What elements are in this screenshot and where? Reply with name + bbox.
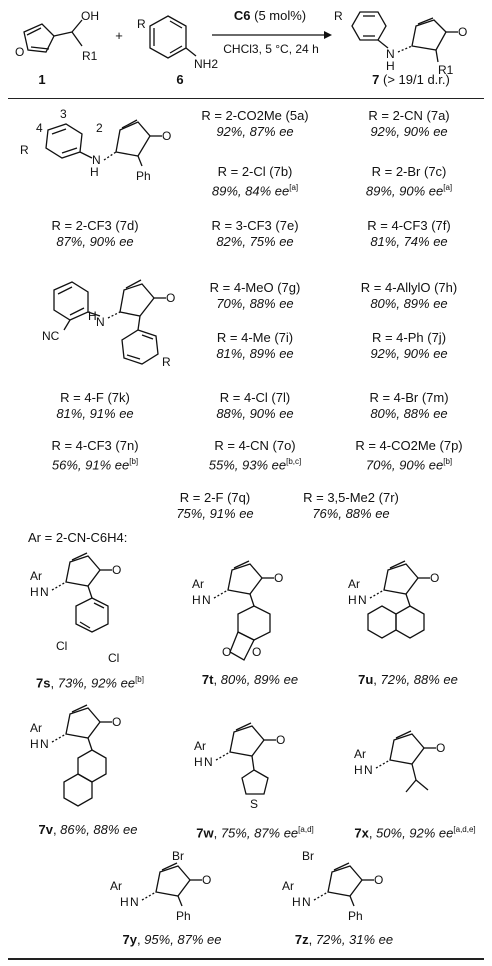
general-structure-2	[34, 274, 194, 384]
r-label: R	[137, 17, 146, 31]
svg-text:3: 3	[60, 107, 67, 121]
entry-7e: R = 3-CF3 (7e) 82%, 75% ee	[211, 218, 299, 249]
entry-5a: R = 2-CO2Me (5a) 92%, 87% ee	[201, 108, 309, 139]
svg-text:H: H	[354, 763, 363, 777]
entry-7h: R = 4-AllylO (7h) 80%, 89% ee	[360, 280, 458, 311]
svg-text:O: O	[252, 645, 262, 659]
structure-7w	[194, 722, 324, 817]
entry-7n: R = 4-CF3 (7n) 56%, 91% ee[b]	[51, 438, 139, 473]
svg-text:H: H	[348, 593, 357, 607]
svg-text:N: N	[130, 895, 139, 909]
entry-7i: R = 4-Me (7i) 81%, 89% ee	[216, 330, 294, 361]
conditions-text: CHCl3, 5 °C, 24 h	[223, 42, 319, 56]
catalyst-text: C6 (5 mol%)	[233, 8, 307, 23]
r1-label: R1	[82, 49, 98, 63]
svg-text:H: H	[192, 593, 201, 607]
svg-text:H: H	[90, 165, 99, 179]
svg-text:Ar: Ar	[348, 577, 360, 591]
svg-text:O: O	[112, 715, 122, 729]
svg-text:N: N	[96, 315, 105, 329]
svg-text:R: R	[20, 143, 29, 157]
compound-1-label: 1	[38, 72, 46, 87]
svg-text:H: H	[292, 895, 301, 909]
entry-7f: R = 4-CF3 (7f) 81%, 74% ee	[367, 218, 451, 249]
svg-text:Ar: Ar	[110, 879, 122, 893]
structure-7u	[348, 560, 478, 670]
svg-text:O: O	[436, 741, 446, 755]
svg-text:O: O	[202, 873, 212, 887]
svg-text:N: N	[386, 47, 395, 61]
svg-text:H: H	[88, 309, 97, 323]
svg-text:Ph: Ph	[136, 169, 151, 183]
structure-7t	[192, 560, 322, 670]
entry-7q: R = 2-F (7q) 75%, 91% ee	[176, 490, 254, 521]
entry-7l: R = 4-Cl (7l) 88%, 90% ee	[216, 390, 294, 421]
svg-text:H: H	[194, 755, 203, 769]
oh-label: OH	[81, 9, 99, 23]
product-7-structure	[334, 4, 484, 77]
label-7z: 7z, 72%, 31% ee	[294, 932, 394, 947]
svg-text:O: O	[274, 571, 284, 585]
structure-7x	[354, 730, 474, 815]
svg-text:O: O	[112, 563, 122, 577]
label-7w: 7w, 75%, 87% ee[a,d]	[196, 825, 314, 841]
label-7s: 7s, 73%, 92% ee[b]	[36, 675, 144, 691]
compound-6-label: 6	[176, 72, 184, 87]
divider-top	[8, 98, 484, 99]
svg-text:O: O	[276, 733, 286, 747]
label-7u: 7u, 72%, 88% ee	[358, 672, 458, 687]
svg-text:Br: Br	[172, 849, 184, 863]
svg-text:O: O	[430, 571, 440, 585]
reaction-arrow	[212, 30, 332, 40]
svg-text:Ar: Ar	[192, 577, 204, 591]
svg-text:O: O	[166, 291, 176, 305]
svg-text:N: N	[202, 593, 211, 607]
svg-text:Ar: Ar	[282, 879, 294, 893]
entry-7p: R = 4-CO2Me (7p) 70%, 90% ee[b]	[355, 438, 463, 473]
structure-7z	[282, 848, 412, 928]
label-7x: 7x, 50%, 92% ee[a,d,e]	[354, 825, 476, 841]
svg-text:Ar: Ar	[354, 747, 366, 761]
entry-7r: R = 3,5-Me2 (7r) 76%, 88% ee	[303, 490, 399, 521]
svg-text:O: O	[374, 873, 384, 887]
svg-text:N: N	[204, 755, 213, 769]
compound-1-structure	[14, 10, 109, 70]
entry-7b: R = 2-Cl (7b) 89%, 84% ee[a]	[211, 164, 299, 199]
svg-text:Cl: Cl	[108, 651, 120, 665]
svg-text:R: R	[334, 9, 343, 23]
svg-text:H: H	[386, 59, 395, 73]
label-7y: 7y, 95%, 87% ee	[122, 932, 222, 947]
svg-text:R1: R1	[438, 63, 454, 77]
structure-7y	[110, 848, 240, 928]
svg-text:S: S	[250, 797, 259, 811]
structure-7v	[30, 704, 160, 814]
entry-7g: R = 4-MeO (7g) 70%, 88% ee	[209, 280, 301, 311]
ar-definition: Ar = 2-CN-C6H4:	[28, 530, 128, 545]
svg-text:O: O	[222, 645, 232, 659]
entry-7a: R = 2-CN (7a) 92%, 90% ee	[368, 108, 450, 139]
entry-7m: R = 4-Br (7m) 80%, 88% ee	[369, 390, 449, 421]
svg-text:N: N	[92, 153, 101, 167]
entry-7c: R = 2-Br (7c) 89%, 90% ee[a]	[365, 164, 453, 199]
svg-text:Ar: Ar	[30, 721, 42, 735]
entry-7k: R = 4-F (7k) 81%, 91% ee	[56, 390, 134, 421]
nh2-label: NH2	[194, 57, 219, 71]
svg-text:O: O	[162, 129, 172, 143]
svg-text:Cl: Cl	[56, 639, 68, 653]
svg-text:4: 4	[36, 121, 43, 135]
svg-text:H: H	[120, 895, 129, 909]
general-structure-1	[18, 104, 188, 184]
oxygen-label: O	[15, 45, 25, 59]
entry-7j: R = 4-Ph (7j) 92%, 90% ee	[370, 330, 448, 361]
svg-text:H: H	[30, 737, 39, 751]
entry-7d: R = 2-CF3 (7d) 87%, 90% ee	[51, 218, 139, 249]
label-7t: 7t, 80%, 89% ee	[201, 672, 299, 687]
structure-7s	[30, 552, 160, 667]
svg-text:N: N	[40, 585, 49, 599]
svg-text:Ph: Ph	[176, 909, 191, 923]
entry-7o: R = 4-CN (7o) 55%, 93% ee[b,c]	[208, 438, 302, 473]
svg-text:NC: NC	[42, 329, 60, 343]
svg-text:2: 2	[96, 121, 103, 135]
compound-6-structure	[134, 6, 219, 76]
svg-text:Br: Br	[302, 849, 314, 863]
svg-text:O: O	[458, 25, 468, 39]
svg-text:R: R	[162, 355, 171, 369]
svg-text:N: N	[364, 763, 373, 777]
svg-text:Ar: Ar	[30, 569, 42, 583]
svg-text:Ar: Ar	[194, 739, 206, 753]
svg-text:Ph: Ph	[348, 909, 363, 923]
svg-text:H: H	[30, 585, 39, 599]
svg-text:N: N	[40, 737, 49, 751]
plus-sign: +	[115, 28, 123, 43]
product-7-label: 7 (> 19/1 d.r.)	[372, 72, 450, 87]
divider-bottom	[8, 958, 484, 960]
label-7v: 7v, 86%, 88% ee	[38, 822, 138, 837]
svg-text:N: N	[358, 593, 367, 607]
svg-text:N: N	[302, 895, 311, 909]
